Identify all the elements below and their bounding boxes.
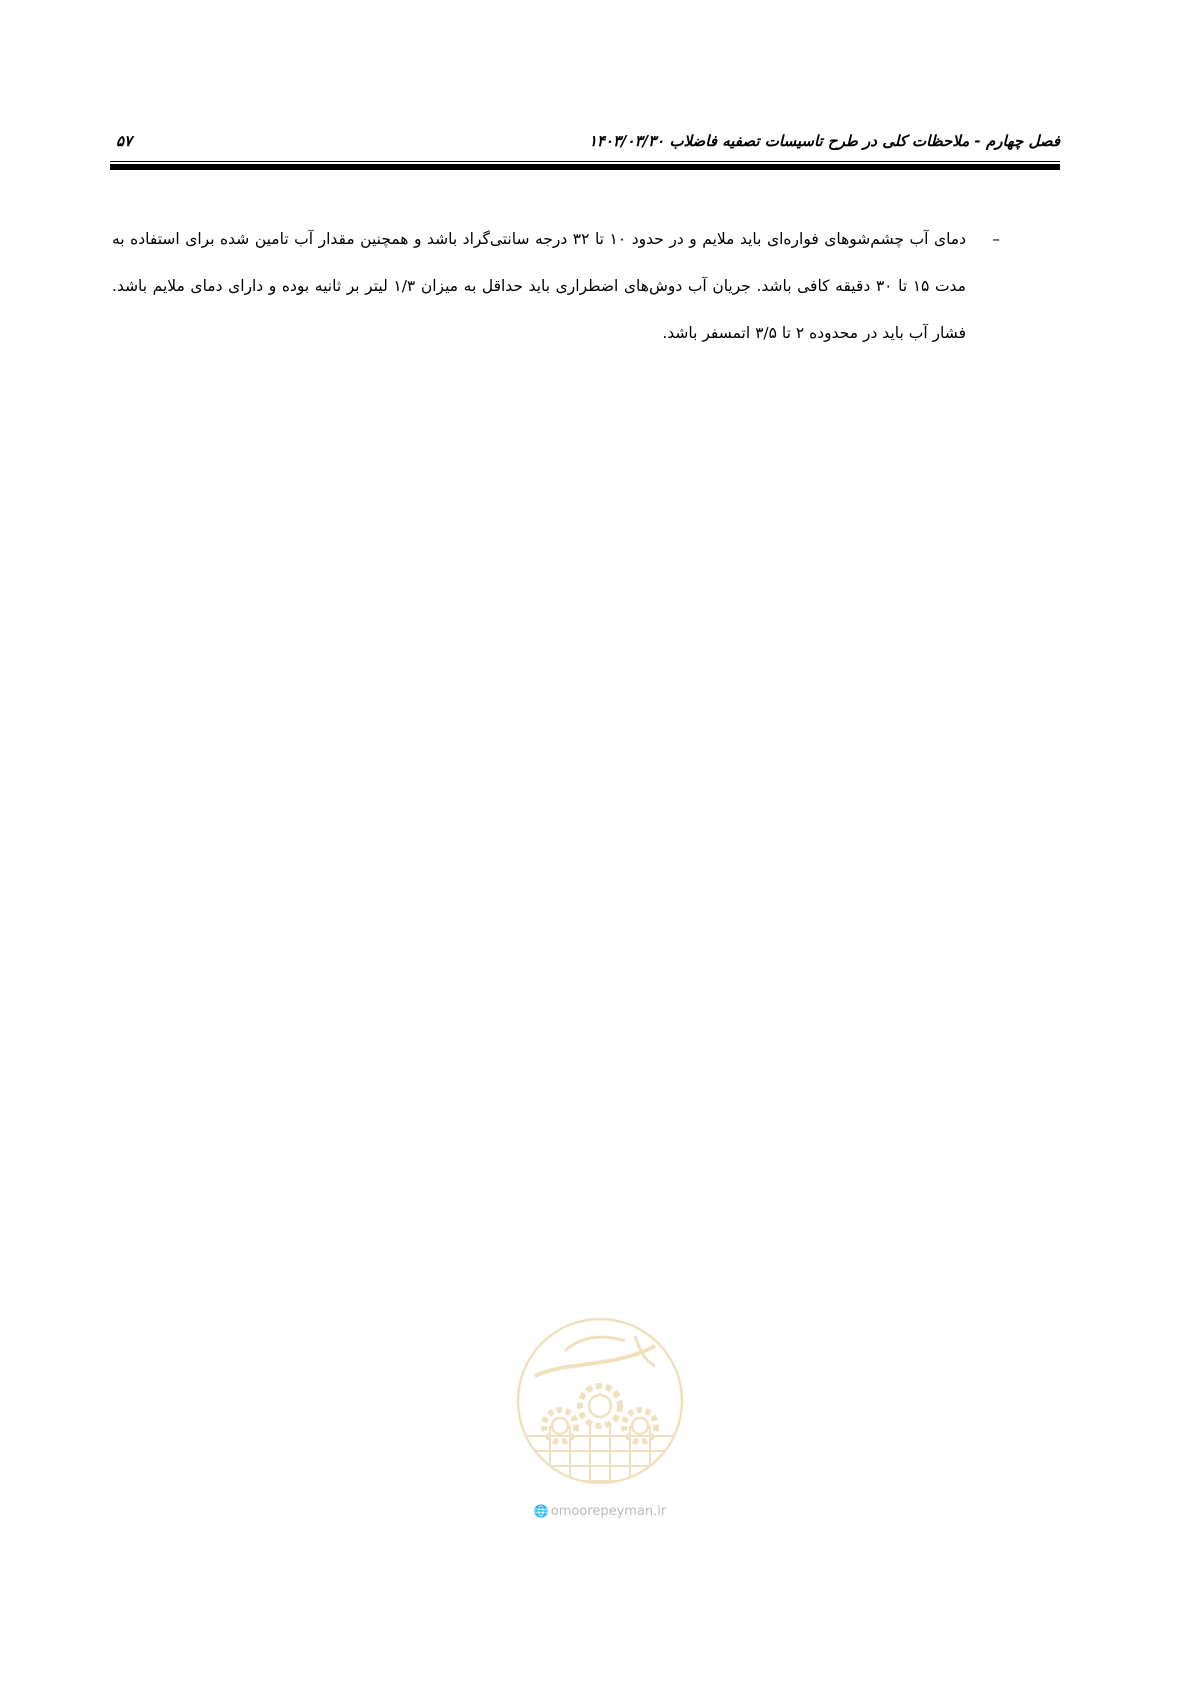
header-rule-thin: [110, 161, 1060, 162]
watermark-site: omoorepeyman.ir: [550, 1504, 667, 1519]
bullet-marker: –: [992, 230, 1000, 248]
running-header-title: فصل چهارم - ملاحظات کلی در طرح تاسیسات تصفیه فاضلاب ۱۴۰۳/۰۳/۳۰: [588, 132, 1060, 150]
page-number: ۵۷: [116, 132, 133, 150]
list-item: [112, 216, 1000, 357]
bullet-list: [112, 216, 1000, 357]
page-body: [112, 216, 1000, 357]
globe-icon: 🌐: [533, 1504, 549, 1518]
watermark-logo-icon: [505, 1306, 695, 1496]
list-item-text: دمای آب چشم‌شوهای فواره‌ای باید ملایم و در حدود ۱۰ تا ۳۲ درجه سانتی‌گراد باشد و همچنین مقدار آب تامین شده برای استفاده به مدت ۱۵ تا ۳۰ دقیقه کافی باشد. جریان آب دوش‌های اضطراری باید حداقل به میزان ۱/۳ لیتر بر ثانیه بوده و دارای دمای ملایم باشد. فشار آب باید در محدوده ۲ تا ۳/۵ اتمسفر باشد.: [112, 230, 967, 342]
watermark-caption: [505, 1504, 695, 1519]
watermark-logo: [505, 1306, 695, 1496]
header-rule-thick: [110, 164, 1060, 170]
page-header: [110, 128, 1060, 158]
